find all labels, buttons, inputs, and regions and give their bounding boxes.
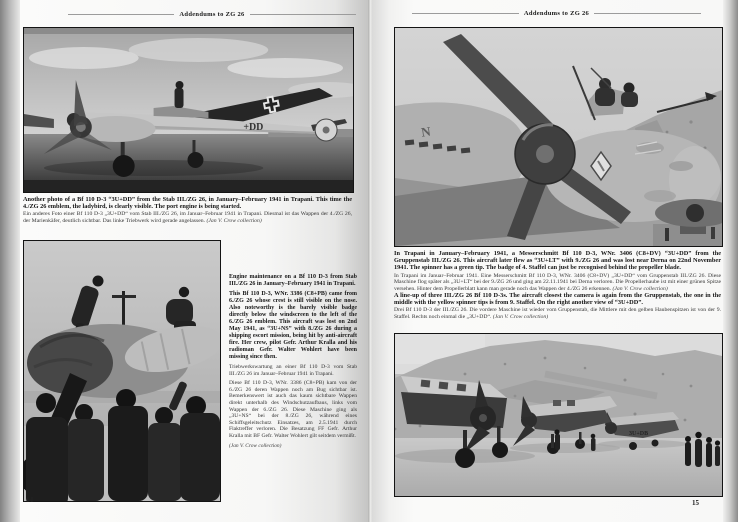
photo4-fuselage-code: 3U+DB	[629, 431, 649, 437]
photo-bf110-lineup-art	[395, 334, 722, 496]
left-top-caption	[23, 196, 352, 225]
column-body-en: This Bf 110 D-3, WNr. 3386 (C8+PB) came from 6./ZG 26 whose crest is still visible on the nose. Also noteworthy is the barely visible badge directly below the windscreen to the left of the 6./ZG 26 emblem. This aircraft was lost on 2nd May 1941, as “3U+NS” with 8./ZG 26 during a shipping escort mission, being hit by anti-aircraft fire. Her crew, pilot Gefr. Arthur Kralla and his radioman Gefr. Walter Wohlert have been missing since then.	[229, 291, 357, 360]
column-credit: (Jan V. Crow collection)	[229, 442, 282, 449]
left-top-caption-de-text: Ein anderes Foto einer Bf 110 D-3 „3U+DD“ vom Stab III./ZG 26, im Januar–Februar 1941 in Trapani. Diesmal ist das Wappen der 4./ZG 26, der Marienkäfer, deutlich sichtbar. Das linke Triebwerk wird gerade angelassen.	[23, 211, 352, 224]
right-top-caption-credit: (Jan V. Crow collection)	[612, 285, 668, 292]
left-page-header-title: Addendums to ZG 26	[179, 11, 245, 18]
right-bottom-caption-de-text: Drei Bf 110 D-3 der III./ZG 26. Die vordere Maschine ist wieder vom Gruppenstab, die Mittlere mit den gelben Haubenspitzen ist von der 9. Staffel. Rechts noch einmal die „3U+DD“.	[394, 307, 721, 320]
left-page-text-column	[229, 274, 357, 449]
left-top-caption-credit: (Jan V. Crow collection)	[206, 218, 262, 224]
header-rule-left	[412, 13, 519, 14]
photo-engine-maintenance-art	[24, 241, 220, 501]
photo-bf110-engine-start-art	[24, 28, 353, 192]
right-top-caption-de	[394, 273, 721, 293]
column-body-de: Diese Bf 110 D-3, WNr. 3386 (C8+PB) kam von der 6./ZG 26 deren Wappen noch am Bug sichtbar ist. Bemerkenswert ist auch das kaum sichtbare Wappen direkt unterhalb des Windschutzaufbaus, links vom Wappen der 6./ZG 26. Diese Maschine ging als „3U+NS“ bei der 8./ZG 26, während eines Schiffsgeleitschutz Einsatzes, am 2.5.1941 durch Flaktreffer verloren. Die Besatzung FF Gefr. Arthur Kralla mit BF Gefr. Walter Wohlert gilt seitdem vermißt.	[229, 380, 357, 439]
left-page-header	[68, 11, 356, 18]
right-page-header-title: Addendums to ZG 26	[523, 10, 590, 17]
right-bottom-caption-de	[394, 307, 721, 320]
photo-bf110-lineup	[394, 333, 723, 497]
right-top-caption	[394, 250, 721, 292]
header-rule-left	[68, 14, 174, 15]
photo-engine-maintenance	[23, 240, 221, 502]
right-bottom-caption-credit: (Jan V. Crow collection)	[492, 314, 549, 320]
scan-right-edge-shadow	[723, 0, 738, 522]
right-page	[372, 0, 723, 522]
scan-left-edge-shadow	[0, 0, 20, 522]
header-rule-right	[594, 13, 701, 14]
right-page-number: 15	[692, 499, 699, 507]
photo3-nacelle-letter: N	[420, 123, 432, 140]
photo-bf110-nose-closeup-art	[395, 28, 722, 246]
right-bottom-caption	[394, 292, 721, 321]
header-rule-right	[250, 14, 356, 15]
left-page	[20, 0, 370, 522]
right-top-caption-de-text: In Trapani im Januar–Februar 1941. Eine Messerschmitt Bf 110 D-3, WNr. 3406 (C8+DV) „3U+DD“ vom Gruppenstab III./ZG 26. Diese Maschine flog später als „3U+LT“ bei der 9./ZG 26 und ging am 22.11.1941 bei Derna verloren. Die Propellerhaube ist mit einer grünen Spitze versehen. Hinter dem Propellerblatt kann man gerade noch das Wappen der 4./ZG 26 erkennen.	[394, 272, 721, 292]
right-page-header	[412, 10, 701, 17]
column-intro-en: Engine maintenance on a Bf 110 D-3 from Stab III./ZG 26 in January–February 1941 in Trapani.	[229, 274, 357, 287]
photo1-fuselage-code: +DD	[243, 121, 264, 134]
left-top-caption-en: Another photo of a Bf 110 D-3 “3U+DD” from the Stab III./ZG 26, in January–February 1941 in Trapani. This time the 4./ZG 26 emblem, the ladybird, is clearly visible. The port engine is being started.	[23, 196, 352, 211]
photo-bf110-nose-closeup	[394, 27, 723, 247]
right-bottom-caption-en: A line-up of three III./ZG 26 Bf 110 D-3s. The aircraft closest the camera is again from the Gruppenstab, the one in the middle with the yellow spinner tips is from 9. Staffel. On the right another view of “3U+DD”.	[394, 292, 721, 307]
column-intro-de: Triebwerkswartung an einer Bf 110 D-3 vom Stab III./ZG 26 im Januar–Februar 1941 in Trapani.	[229, 364, 357, 377]
left-top-caption-de	[23, 211, 352, 224]
photo-bf110-engine-start	[23, 27, 354, 193]
right-top-caption-en: In Trapani in January–February 1941, a Messerschmitt Bf 110 D-3, WNr. 3406 (C8+DV) “3U+DD” from the Gruppenstab III./ZG 26. This aircraft later flew as “3U+LT” with 9./ZG 26 and was lost near Derna on 22nd November 1941. The spinner has a green tip. The badge of 4. Staffel can just be recognised behind the propeller blade.	[394, 250, 721, 272]
left-page-number: 14	[26, 496, 33, 504]
